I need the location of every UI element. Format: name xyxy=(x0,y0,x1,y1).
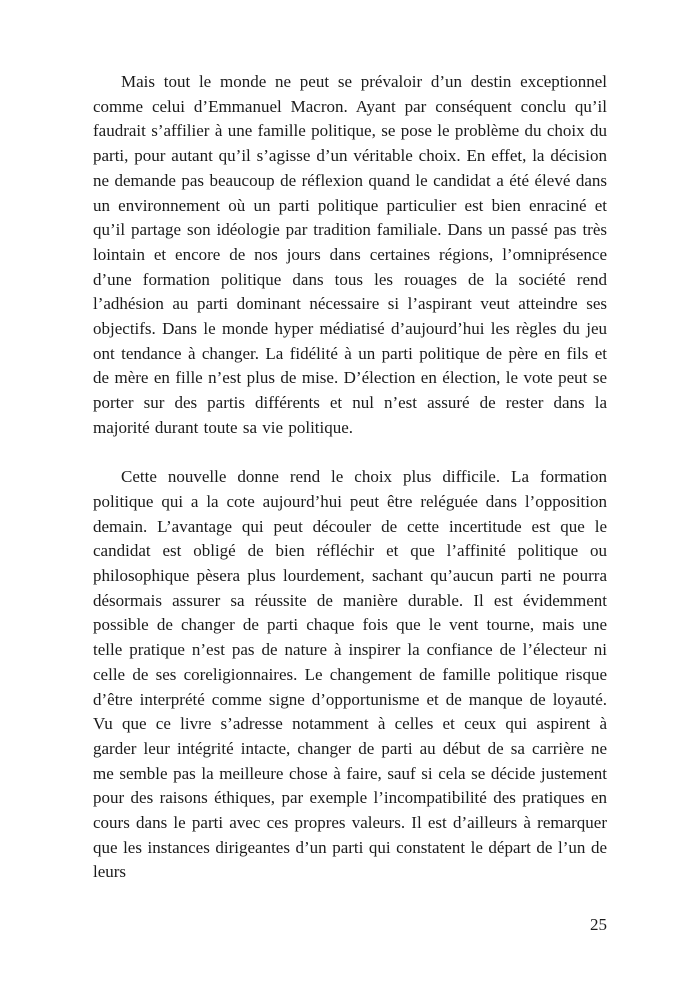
page-number: 25 xyxy=(590,915,607,934)
body-paragraph: Mais tout le monde ne peut se prévaloir d’un destin exceptionnel comme celui d’Emmanuel Macron. Ayant par conséquent conclu qu’il faudrait s’affilier à une famille politique, se pose le problème du choix du parti, pour autant qu’il s’agisse d’un véritable choix. En effet, la décision ne demande pas beaucoup de réflexion quand le candidat a été élevé dans un environnement où un parti politique particulier est bien enraciné et qu’il partage son idéologie par tradition familiale. Dans un passé pas très lointain et encore de nos jours dans certaines régions, l’omniprésence d’une formation politique dans tous les rouages de la société rend l’adhésion au parti dominant nécessaire si l’aspirant veut atteindre ses objectifs. Dans le monde hyper médiatisé d’aujourd’hui les règles du jeu ont tendance à changer. La fidélité à un parti politique de père en fils et de mère en fille n’est plus de mise. D’élection en élection, le vote peut se porter sur des partis différents et nul n’est assuré de rester dans la majorité durant toute sa vie politique. xyxy=(93,72,607,437)
body-paragraph: Cette nouvelle donne rend le choix plus difficile. La formation politique qui a la cote aujourd’hui peut être reléguée dans l’opposition demain. L’avantage qui peut découler de cette incertitude est que le candidat est obligé de bien réfléchir et que l’affinité politique ou philosophique pèsera plus lourdement, sachant qu’aucun parti ne pourra désormais assurer sa réussite de manière durable. Il est évidemment possible de changer de parti chaque fois que le vent tourne, mais une telle pratique n’est pas de nature à inspirer la confiance de l’électeur ni celle de ses coreligionnaires. Le changement de famille politique risque d’être interprété comme signe d’opportunisme et de manque de loyauté. Vu que ce livre s’adresse notamment à celles et ceux qui aspirent à garder leur intégrité intacte, changer de parti au début de sa carrière ne me semble pas la meilleure chose à faire, sauf si cela se décide justement pour des raisons éthiques, par exemple l’incompatibilité des pratiques en cours dans le parti avec ces propres valeurs. Il est d’ailleurs à remarquer que les instances dirigeantes d’un parti qui constatent le départ de l’un de leurs xyxy=(93,467,607,882)
body-text xyxy=(93,70,607,885)
